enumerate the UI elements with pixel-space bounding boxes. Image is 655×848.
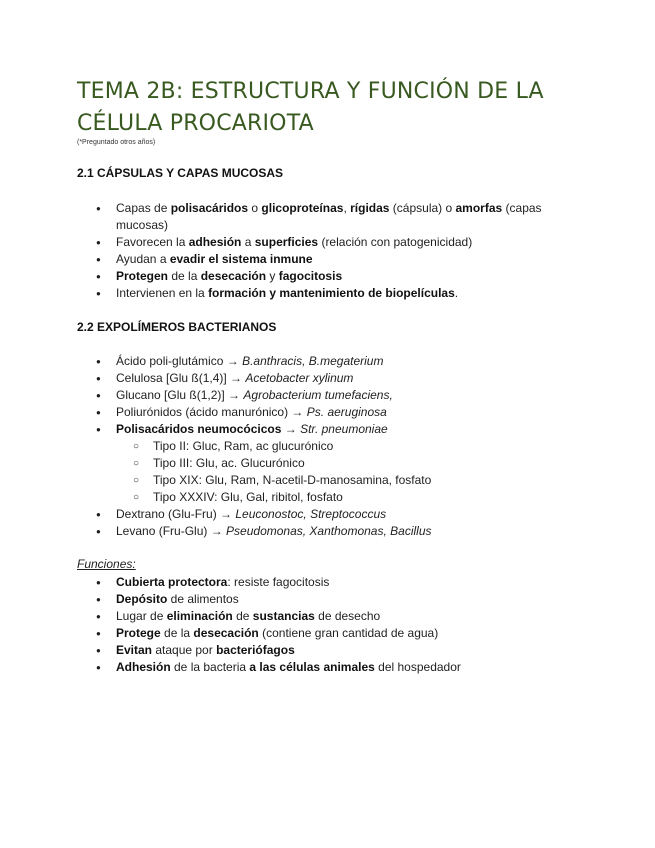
list-item: ● Adhesión de la bacteria a las células animales del hospedador: [96, 659, 596, 676]
sub-list-item: ○ Tipo XXXIV: Glu, Gal, ribitol, fosfato: [96, 489, 596, 506]
list-item: ● Polisacáridos neumocócicos → Str. pneumoniae: [96, 421, 596, 438]
list-item: ● Evitan ataque por bacteriófagos: [96, 642, 596, 659]
list-item: ● Protegen de la desecación y fagocitosis: [96, 268, 596, 285]
title-note: (*Preguntado otros años): [77, 139, 156, 146]
list-item: ● Dextrano (Glu-Fru) → Leuconostoc, Streptococcus: [96, 506, 596, 523]
list-item: ● Cubierta protectora: resiste fagocitosis: [96, 574, 596, 591]
list-item: ● Celulosa [Glu ß(1,4)] → Acetobacter xylinum: [96, 370, 596, 387]
list-item: ● Poliurónidos (ácido manurónico) → Ps. aeruginosa: [96, 404, 596, 421]
list-item: ● Intervienen en la formación y mantenimiento de biopelículas.: [96, 285, 596, 302]
list-item: ● Favorecen la adhesión a superficies (relación con patogenicidad): [96, 234, 596, 251]
list-item: ● Ácido poli-glutámico → B.anthracis, B.megaterium: [96, 353, 596, 370]
list-item: ● Lugar de eliminación de sustancias de desecho: [96, 608, 596, 625]
document-title: TEMA 2B: ESTRUCTURA Y FUNCIÓN DE LA CÉLULA PROCARIOTA: [77, 79, 544, 136]
section-heading-capsulas: 2.1 CÁPSULAS Y CAPAS MUCOSAS: [77, 166, 284, 180]
sub-list-item: ○ Tipo III: Glu, ac. Glucurónico: [96, 455, 596, 472]
section-heading-expolimeros: 2.2 EXPOLÍMEROS BACTERIANOS: [77, 320, 277, 334]
list-item: ● Depósito de alimentos: [96, 591, 596, 608]
list-item: ● Protege de la desecación (contiene gran cantidad de agua): [96, 625, 596, 642]
list-item: ● Capas de polisacáridos o glicoproteínas, rígidas (cápsula) o amorfas (capas mucosas): [96, 200, 596, 234]
capsulas-list: [96, 200, 596, 302]
list-item: ● Glucano [Glu ß(1,2)] → Agrobacterium tumefaciens,: [96, 387, 596, 404]
list-item: ● Ayudan a evadir el sistema inmune: [96, 251, 596, 268]
expolimeros-list: [96, 353, 596, 540]
functions-heading: Funciones:: [77, 557, 136, 571]
list-item: ● Levano (Fru-Glu) → Pseudomonas, Xanthomonas, Bacillus: [96, 523, 596, 540]
functions-list: [96, 574, 596, 676]
sub-list-item: ○ Tipo II: Gluc, Ram, ac glucurónico: [96, 438, 596, 455]
sub-list-item: ○ Tipo XIX: Glu, Ram, N-acetil-D-manosamina, fosfato: [96, 472, 596, 489]
